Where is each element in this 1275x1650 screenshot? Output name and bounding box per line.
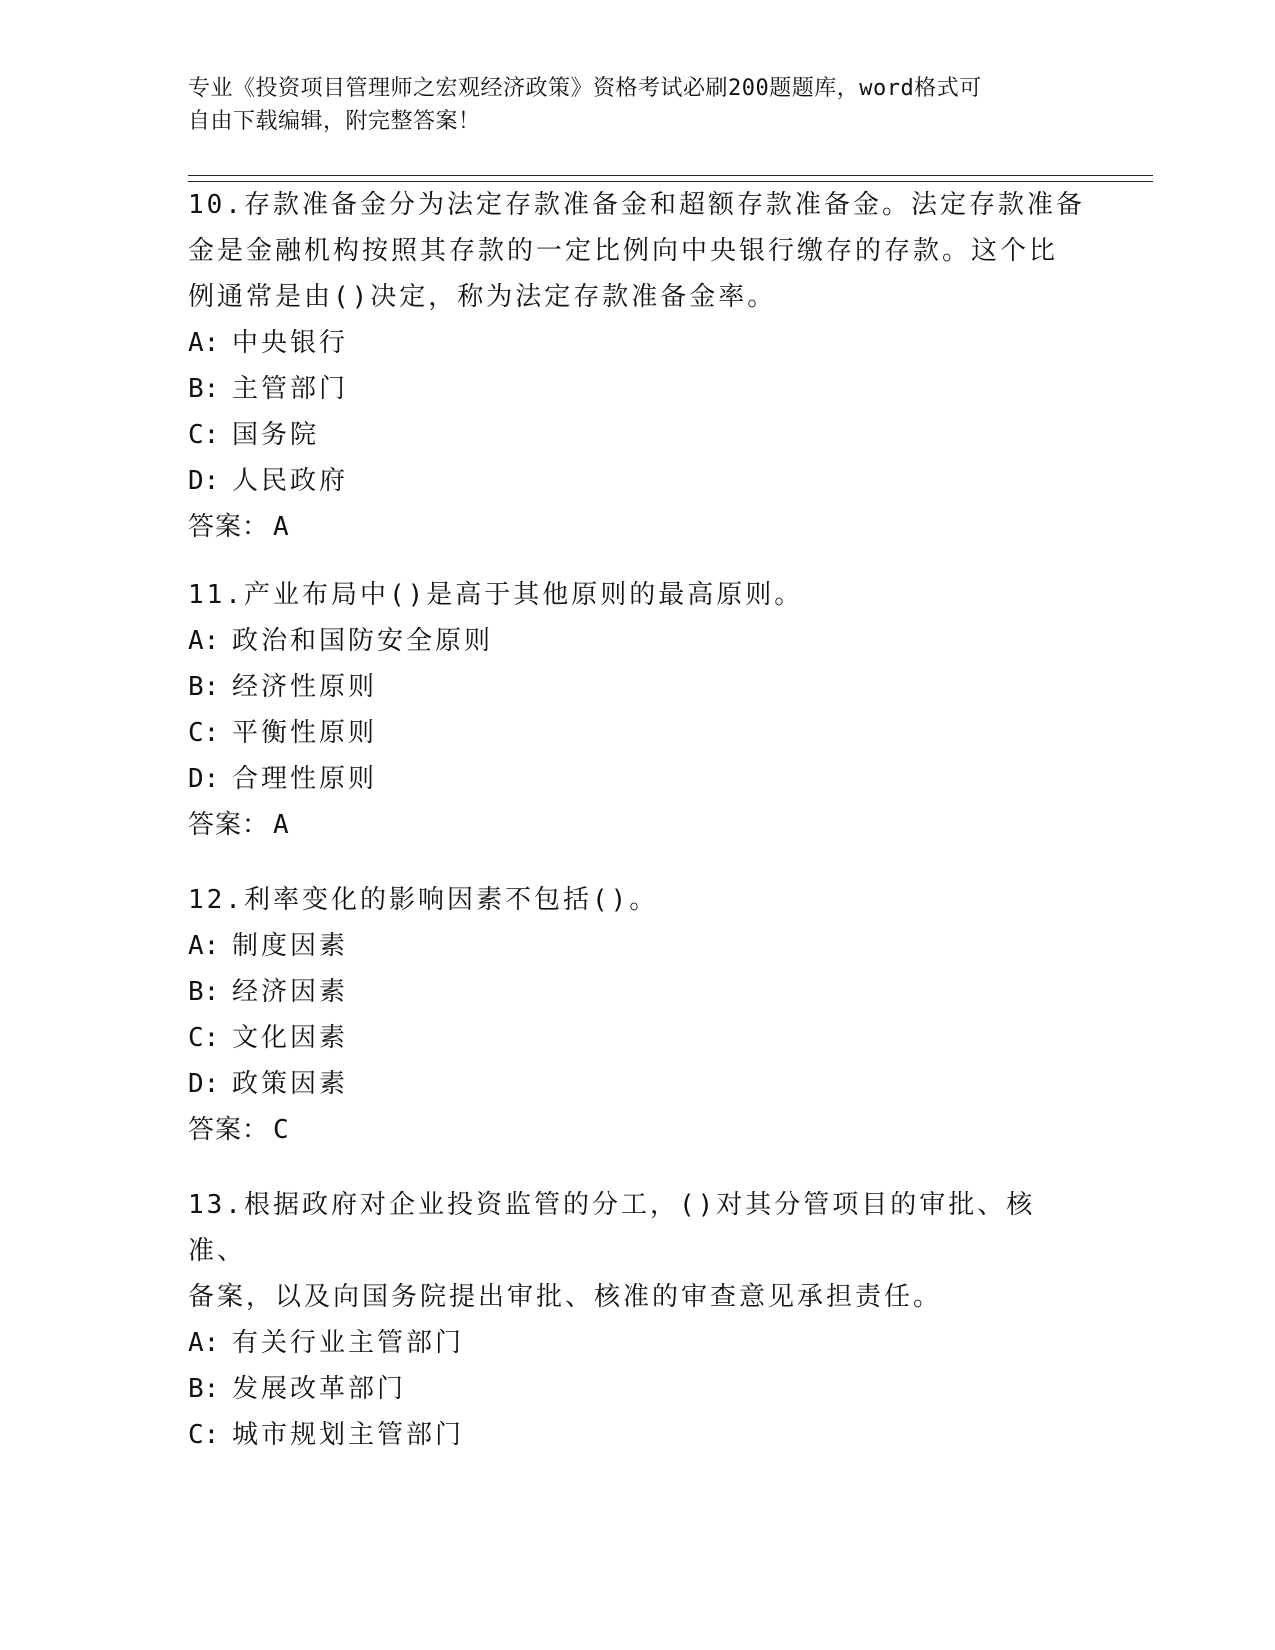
option-letter: C: (188, 718, 220, 748)
question-stem-line (188, 572, 1088, 618)
option-c (188, 1412, 1088, 1458)
question-stem-line: 例通常是由()决定，称为法定存款准备金率。 (188, 282, 777, 312)
option-text: 发展改革部门 (232, 1374, 407, 1404)
option-text: 合理性原则 (232, 764, 378, 794)
question-11 (188, 572, 1088, 848)
question-number: 11. (188, 580, 244, 610)
question-13 (188, 1182, 1088, 1458)
option-text: 经济性原则 (232, 672, 378, 702)
option-letter: B: (188, 672, 220, 702)
answer-label: 答案： (188, 1115, 270, 1145)
answer-value: A (273, 512, 289, 542)
header-line-1: 专业《投资项目管理师之宏观经济政策》资格考试必刷200题题库，word格式可 (188, 76, 982, 101)
question-stem-line (188, 877, 1088, 923)
answer-label: 答案： (188, 810, 270, 840)
option-letter: C: (188, 420, 220, 450)
option-d (188, 1061, 1088, 1107)
option-a (188, 618, 1088, 664)
question-number: 12. (188, 885, 244, 915)
answer-line (188, 504, 1088, 550)
option-text: 国务院 (232, 420, 320, 450)
header-divider-top (188, 175, 1153, 176)
stem-text: 存款准备金分为法定存款准备金和超额存款准备金。法定存款准备 (243, 190, 1085, 220)
stem-text: 产业布局中()是高于其他原则的最高原则。 (243, 580, 804, 610)
question-stem-line (188, 1182, 1088, 1274)
option-letter: D: (188, 466, 220, 496)
stem-text: 利率变化的影响因素不包括()。 (243, 885, 659, 915)
option-text: 主管部门 (232, 374, 349, 404)
answer-value: A (273, 810, 289, 840)
option-c (188, 710, 1088, 756)
option-a (188, 320, 1088, 366)
option-letter: B: (188, 374, 220, 404)
option-text: 有关行业主管部门 (232, 1328, 465, 1358)
option-letter: D: (188, 1069, 220, 1099)
option-b (188, 366, 1088, 412)
option-letter: B: (188, 1374, 220, 1404)
option-letter: A: (188, 931, 220, 961)
option-letter: C: (188, 1420, 220, 1450)
option-text: 经济因素 (232, 977, 349, 1007)
option-text: 文化因素 (232, 1023, 349, 1053)
answer-line (188, 802, 1088, 848)
option-letter: A: (188, 1328, 220, 1358)
option-text: 人民政府 (232, 466, 349, 496)
question-number: 13. (188, 1190, 244, 1220)
option-a (188, 1320, 1088, 1366)
stem-text: 根据政府对企业投资监管的分工，()对其分管项目的审批、核准、 (188, 1190, 1036, 1266)
option-text: 制度因素 (232, 931, 349, 961)
option-text: 中央银行 (232, 328, 349, 358)
question-10 (188, 182, 1088, 550)
option-d (188, 458, 1088, 504)
option-letter: A: (188, 626, 220, 656)
option-c (188, 1015, 1088, 1061)
option-letter: A: (188, 328, 220, 358)
answer-line (188, 1107, 1088, 1153)
option-text: 政治和国防安全原则 (232, 626, 494, 656)
option-c (188, 412, 1088, 458)
header-line-2: 自由下载编辑，附完整答案！ (188, 109, 481, 134)
option-text: 城市规划主管部门 (232, 1420, 465, 1450)
option-b (188, 664, 1088, 710)
option-b (188, 969, 1088, 1015)
option-d (188, 756, 1088, 802)
option-letter: D: (188, 764, 220, 794)
question-number: 10. (188, 190, 244, 220)
option-text: 平衡性原则 (232, 718, 378, 748)
option-text: 政策因素 (232, 1069, 349, 1099)
answer-value: C (273, 1115, 289, 1145)
option-a (188, 923, 1088, 969)
option-letter: C: (188, 1023, 220, 1053)
document-header (188, 72, 1088, 138)
question-stem-line (188, 182, 1088, 228)
question-12 (188, 877, 1088, 1153)
option-b (188, 1366, 1088, 1412)
option-letter: B: (188, 977, 220, 1007)
question-stem-line: 备案，以及向国务院提出审批、核准的审查意见承担责任。 (188, 1282, 943, 1312)
question-stem-line: 金是金融机构按照其存款的一定比例向中央银行缴存的存款。这个比 (188, 236, 1059, 266)
answer-label: 答案： (188, 512, 270, 542)
